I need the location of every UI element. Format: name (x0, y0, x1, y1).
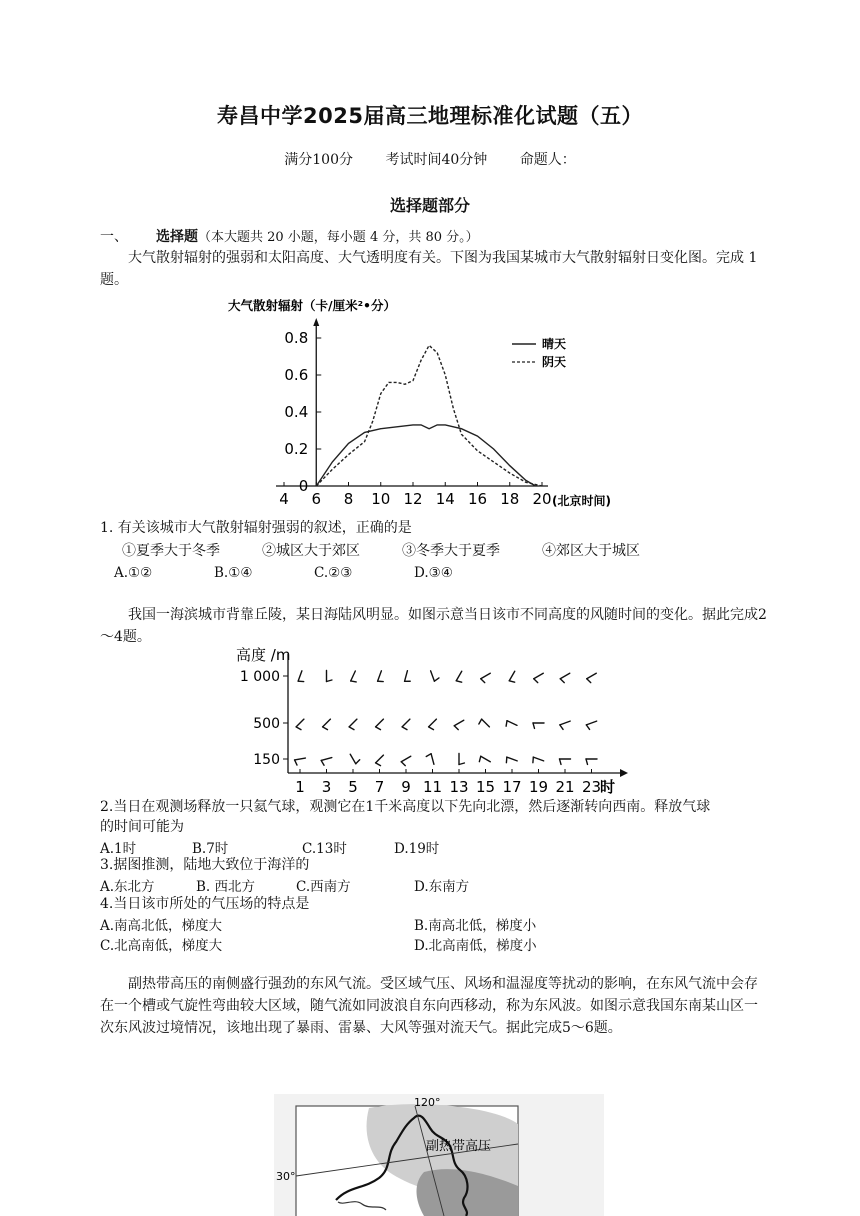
exam-time: 考试时间40分钟 (385, 152, 488, 168)
wind-shaft (431, 754, 434, 765)
wind-symbol (350, 754, 359, 764)
q4-option-c: C.北高南低，梯度大 (100, 938, 223, 954)
wind-feather (560, 679, 564, 683)
series-sunny-line (316, 425, 535, 486)
wind-symbol (401, 756, 411, 765)
wind-shaft (350, 754, 356, 764)
wind-symbol (349, 719, 357, 730)
wind-feather (560, 725, 563, 730)
chart2-ylabel: 高度 /m (236, 646, 291, 664)
wind-shaft (402, 719, 410, 727)
easterly-wave-map (274, 1094, 604, 1216)
wind-shaft (378, 671, 382, 681)
q2-option-d: D.19时 (394, 841, 440, 857)
chart1-axes (276, 318, 552, 508)
wind-feather (481, 679, 485, 683)
wind-symbol (296, 719, 304, 730)
wind-shaft (429, 719, 437, 727)
wind-shaft (321, 758, 332, 761)
wind-symbol (560, 721, 570, 729)
intro-paragraph-3: 副热带高压的南侧盛行强劲的东风气流。受区域气压、风场和温湿度等扰动的影响，在东风气流中会存在一个槽或气旋性弯曲较大区域，随气流如同波浪自东向西移动，称为东风波。如图示意我国东南某山区一次东风波过境情况，该地出现了暴雨、雷暴、大风等强对流天气。据此完成5～6题。 (100, 976, 758, 1036)
wind-feather (479, 756, 480, 761)
wind-shaft (507, 757, 517, 761)
wind-feather (534, 679, 538, 683)
wind-feather (376, 727, 381, 730)
chart1-xtick-label: 12 (403, 490, 423, 508)
q1-option-d: D.③④ (414, 565, 453, 581)
wind-feather (459, 763, 464, 765)
chart1-y-arrow (313, 318, 319, 326)
wind-symbol (534, 673, 544, 682)
wind-symbol (456, 671, 462, 682)
wind-symbol (533, 723, 544, 728)
wind-feather (402, 727, 407, 730)
intro-paragraph-1: 大气散射辐射的强弱和太阳高度、大气透明度有关。下图为我国某城市大气散射辐射日变化图。完成 1 题。 (100, 250, 758, 288)
wind-shaft (482, 719, 490, 727)
chart2-xunit: 时 (600, 778, 616, 796)
chart1-xtick-label: 18 (500, 490, 520, 508)
wind-feather (456, 681, 461, 682)
wind-shaft (454, 720, 464, 726)
chart1-xunit: (北京时间) (552, 494, 611, 508)
wind-feather (479, 719, 482, 724)
wind-shaft (295, 758, 306, 760)
wind-shaft (296, 719, 304, 727)
wind-symbol (376, 755, 384, 766)
q4-stem: 4.当日该市所处的气压场的特点是 (100, 896, 310, 912)
chart1-xtick-label: 14 (435, 490, 455, 508)
wind-feather (327, 680, 332, 682)
chart2-ytick-label: 500 (253, 716, 280, 732)
wind-feather (509, 681, 514, 682)
author: 命题人： (519, 152, 576, 168)
wind-symbol (506, 757, 517, 763)
wind-feather (586, 759, 588, 764)
chart2-xtick-label: 5 (348, 778, 358, 796)
wind-feather (349, 727, 354, 730)
page-title: 寿昌中学2025届高三地理标准化试题（五） (217, 104, 643, 128)
wind-shaft (534, 673, 544, 679)
wind-symbol (295, 758, 306, 765)
wind-symbol (506, 721, 517, 727)
part-label: 选择题 (156, 229, 198, 245)
chart1-xtick-label: 8 (343, 490, 354, 508)
wind-symbol (586, 759, 597, 764)
wind-feather (429, 727, 434, 730)
q4-option-a: A.南高北低，梯度大 (100, 918, 223, 934)
chart1-xtick-label: 16 (467, 490, 488, 508)
wind-shaft (376, 719, 384, 727)
wind-feather (296, 727, 301, 730)
q2-option-a: A.1时 (100, 841, 137, 857)
wind-symbol (509, 671, 515, 682)
chart1-xtick-label: 6 (311, 490, 322, 508)
wind-feather (454, 726, 458, 730)
chart2-xtick-label: 19 (528, 778, 549, 796)
q1-items: ①夏季大于冬季 ②城区大于郊区 ③冬季大于夏季 ④郊区大于城区 (122, 543, 640, 559)
wind-symbol (327, 671, 332, 682)
part-one-heading (100, 227, 479, 248)
chart1-ylabel: 大气散射辐射（卡/厘米²•分） (228, 298, 397, 313)
chart1-ytick-label: 0 (298, 477, 309, 495)
q2-stem-line2: 的时间可能为 (100, 819, 184, 835)
chart1-ytick-label: 0.2 (284, 440, 309, 458)
q3-option-a: A.东北方 (100, 879, 155, 895)
chart2-xtick-label: 23 (581, 778, 602, 796)
intro-paragraph-2: 我国一海滨城市背靠丘陵，某日海陆风明显。如图示意当日该市不同高度的风随时间的变化。据此完成2～4题。 (100, 607, 767, 645)
wind-feather (295, 760, 297, 765)
q1-option-a: A.①② (114, 565, 153, 581)
q1-option-c: C.②③ (314, 565, 353, 581)
wind-symbol (351, 671, 357, 682)
wind-shaft (587, 673, 597, 679)
chart2-ytick-label: 1 000 (239, 669, 280, 685)
wind-symbol (378, 671, 384, 682)
q2-option-b: B.7时 (192, 841, 229, 857)
wind-shaft (481, 673, 491, 679)
wind-shaft (456, 671, 462, 681)
part-number: 一、 (100, 229, 128, 245)
chart1-ytick-label: 0.8 (284, 329, 309, 347)
full-score: 满分100分 (284, 152, 353, 168)
scattered-radiation-chart (224, 296, 624, 512)
wind-feather (434, 678, 439, 681)
wind-shaft (481, 756, 491, 762)
wind-shaft (560, 721, 570, 725)
chart2-xtick-label: 21 (555, 778, 575, 796)
exam-meta (0, 149, 860, 169)
subtropical-high-label: 副热带高压 (426, 1139, 492, 1154)
wind-shaft (323, 719, 331, 727)
q3-option-b: B. 西北方 (196, 879, 256, 895)
wind-symbol (586, 721, 596, 729)
legend-cloudy: 阴天 (542, 355, 567, 369)
wind-shaft (349, 719, 357, 727)
wind-shaft (507, 721, 517, 726)
wind-symbol (560, 673, 570, 682)
chart2-xtick-label: 3 (321, 778, 332, 796)
wind-feather (323, 727, 328, 730)
wind-shaft (298, 671, 302, 681)
legend-sunny: 晴天 (542, 337, 567, 351)
wind-shaft (586, 721, 596, 725)
chart2-xtick-label: 1 (295, 778, 305, 796)
chart2-xtick-label: 17 (502, 778, 522, 796)
wind-feather (351, 681, 357, 682)
wind-shaft (509, 671, 515, 681)
wind-feather (533, 723, 535, 728)
wind-feather (560, 759, 562, 764)
chart2-xtick-label: 11 (422, 778, 443, 796)
wind-feather (587, 679, 591, 683)
wind-feather (401, 762, 405, 766)
q2-option-c: C.13时 (302, 841, 347, 857)
q3-option-c: C.西南方 (296, 879, 351, 895)
wind-symbol (560, 759, 571, 764)
wind-symbol (454, 720, 464, 729)
wind-feather (376, 763, 381, 766)
wind-feather (586, 725, 589, 730)
chart2-wind-symbols (295, 671, 597, 766)
chart1-ytick-label: 0.6 (284, 366, 309, 384)
wind-symbol (481, 673, 491, 682)
chart1-ytick-label: 0.4 (284, 403, 309, 421)
wind-feather (356, 760, 360, 764)
wind-symbol (533, 757, 544, 763)
chart2-xtick-label: 9 (401, 778, 411, 796)
q4-option-d: D.北高南低，梯度小 (414, 938, 537, 954)
wind-shaft (431, 671, 435, 681)
q3-option-d: D.东南方 (414, 879, 470, 895)
section-title: 选择题部分 (389, 196, 470, 215)
wind-symbol (459, 754, 464, 765)
q3-stem: 3.据图推测，陆地大致位于海洋的 (100, 857, 310, 873)
part-desc: （本大题共 20 小题，每小题 4 分，共 80 分。） (198, 230, 479, 245)
lon-label: 120° (414, 1096, 441, 1109)
wind-symbol (405, 671, 411, 682)
wind-shaft (560, 673, 570, 679)
chart2-xtick-label: 15 (475, 778, 496, 796)
wind-symbol (429, 719, 437, 730)
q4-option-b: B.南高北低，梯度小 (414, 918, 537, 934)
wind-feather (321, 760, 324, 765)
chart1-xtick-label: 20 (532, 490, 552, 508)
chart2-x-arrow (620, 769, 628, 777)
wind-symbol (587, 673, 597, 682)
wind-shaft (376, 755, 384, 763)
chart1-legend (512, 336, 566, 369)
chart1-xtick-label: 10 (371, 490, 391, 508)
wind-symbol (323, 719, 331, 730)
wind-symbol (479, 719, 490, 727)
wind-shaft (401, 756, 411, 762)
chart2-ytick-label: 150 (253, 752, 280, 768)
wind-symbol (376, 719, 384, 730)
q1-option-b: B.①④ (214, 565, 253, 581)
wind-shaft (405, 671, 408, 682)
lat-label: 30° (276, 1170, 296, 1183)
wind-symbol (479, 756, 490, 762)
q2-stem-line1: 2.当日在观测场释放一只氦气球，观测它在1千米高度以下先向北漂，然后逐渐转向西南。释放气球 (100, 799, 711, 815)
chart2-xtick-label: 13 (449, 778, 469, 796)
chart1-xtick-label: 4 (279, 490, 289, 508)
wind-symbol (426, 754, 434, 765)
wind-shaft (533, 757, 543, 761)
wind-shaft (351, 671, 356, 681)
wind-height-chart (230, 642, 630, 798)
wind-symbol (431, 671, 439, 681)
wind-symbol (321, 758, 332, 766)
chart1-lines (316, 345, 542, 486)
chart2-xtick-label: 7 (374, 778, 385, 796)
wind-feather (506, 721, 507, 727)
wind-feather (426, 754, 431, 757)
q1-stem: 1. 有关该城市大气散射辐射强弱的叙述，正确的是 (100, 520, 412, 536)
wind-symbol (298, 671, 304, 682)
wind-symbol (402, 719, 410, 730)
